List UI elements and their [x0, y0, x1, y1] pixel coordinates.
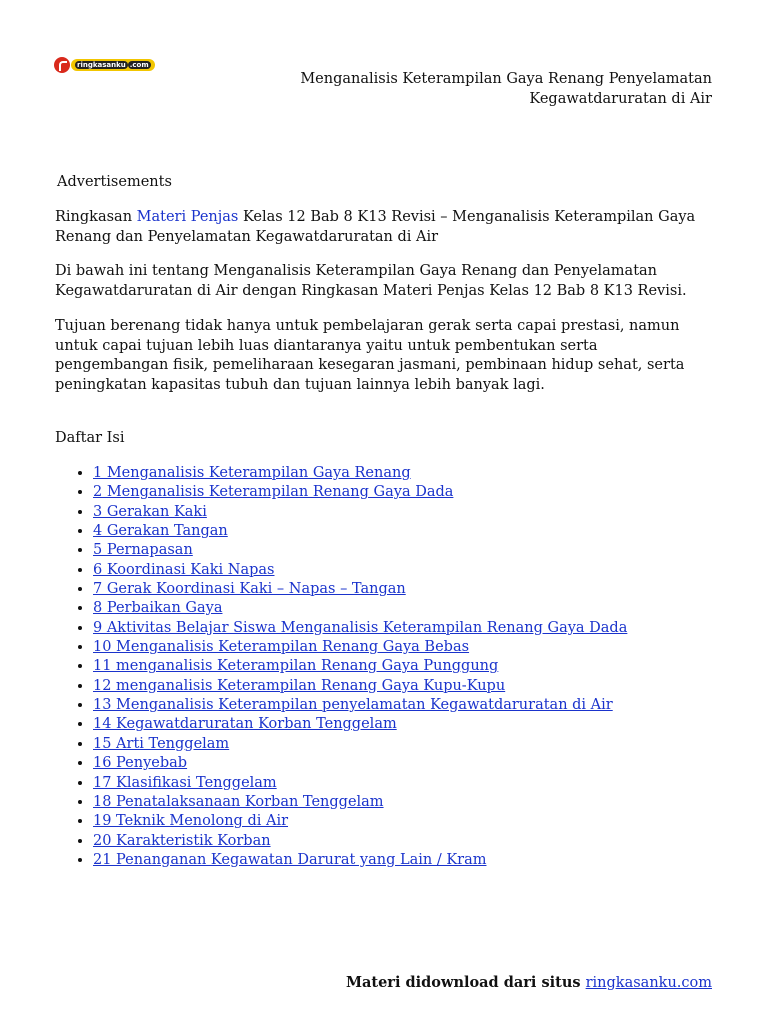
toc-link[interactable]: 11 menganalisis Keterampilan Renang Gaya Punggung [93, 658, 499, 675]
toc-item [93, 599, 627, 618]
document-title-line2: Kegawatdaruratan di Air [529, 91, 712, 107]
purpose-paragraph: Tujuan berenang tidak hanya untuk pembelajaran gerak serta capai prestasi, namun untuk capai tujuan lebih luas diantaranya yaitu untuk pembentukan serta pengembangan fisik, pemeliharaan kesegaran jasmani, pembinaan hidup sehat, serta peningkatan kapasitas tubuh dan tujuan lainnya lebih banyak lagi. [55, 318, 685, 393]
toc-link[interactable]: 20 Karakteristik Korban [93, 832, 271, 849]
toc-link[interactable]: 19 Teknik Menolong di Air [93, 813, 289, 830]
document-title [282, 69, 712, 109]
advertisements-label: Advertisements [57, 174, 172, 190]
toc-item [93, 696, 627, 715]
toc-item [93, 735, 627, 754]
toc-item [93, 774, 627, 793]
toc-link[interactable]: 6 Koordinasi Kaki Napas [93, 561, 275, 578]
toc-link[interactable]: 8 Perbaikan Gaya [93, 600, 223, 617]
toc-item [93, 580, 627, 599]
toc-heading: Daftar Isi [55, 430, 125, 446]
toc-item [93, 754, 627, 773]
toc-link[interactable]: 9 Aktivitas Belajar Siswa Menganalisis Keterampilan Renang Gaya Dada [93, 619, 628, 636]
intro-prefix: Ringkasan [55, 209, 137, 225]
footer-site-link[interactable]: ringkasanku.com [585, 975, 712, 991]
toc-link[interactable]: 16 Penyebab [93, 755, 188, 772]
toc-link[interactable]: 14 Kegawatdaruratan Korban Tenggelam [93, 716, 397, 733]
toc-link[interactable]: 4 Gerakan Tangan [93, 523, 228, 540]
logo-wordmark: ringkasanku .com [71, 59, 155, 71]
toc-link[interactable]: 2 Menganalisis Keterampilan Renang Gaya Dada [93, 484, 454, 501]
footer-label: Materi didownload dari situs [345, 974, 586, 991]
toc-item [93, 483, 627, 502]
toc-link[interactable]: 17 Klasifikasi Tenggelam [93, 774, 277, 791]
toc-link[interactable]: 1 Menganalisis Keterampilan Gaya Renang [93, 465, 411, 481]
table-of-contents [75, 464, 627, 870]
toc-link[interactable]: 7 Gerak Koordinasi Kaki – Napas – Tangan [93, 581, 406, 598]
toc-link[interactable]: 21 Penanganan Kegawatan Darurat yang Lain / Kram [93, 851, 487, 868]
toc-item [93, 561, 627, 580]
toc-item [93, 851, 627, 870]
toc-item [93, 832, 627, 851]
toc-item [93, 657, 627, 676]
logo-mark-icon [54, 57, 70, 73]
toc-link[interactable]: 12 menganalisis Keterampilan Renang Gaya Kupu-Kupu [93, 677, 506, 694]
toc-item [93, 619, 627, 638]
toc-item [93, 812, 627, 831]
toc-link[interactable]: 3 Gerakan Kaki [93, 503, 207, 520]
toc-link[interactable]: 13 Menganalisis Keterampilan penyelamatan Kegawatdaruratan di Air [93, 697, 613, 714]
toc-link[interactable]: 15 Arti Tenggelam [93, 735, 230, 752]
toc-item [93, 677, 627, 696]
toc-item [93, 522, 627, 541]
toc-link[interactable]: 18 Penatalaksanaan Korban Tenggelam [93, 793, 384, 810]
toc-item [93, 464, 627, 483]
toc-item [93, 503, 627, 522]
description-paragraph: Di bawah ini tentang Menganalisis Keterampilan Gaya Renang dan Penyelamatan Kegawatdaruratan di Air dengan Ringkasan Materi Penjas Kelas 12 Bab 8 K13 Revisi. [55, 263, 687, 299]
document-title-line1: Menganalisis Keterampilan Gaya Renang Penyelamatan [300, 71, 712, 87]
materi-penjas-link[interactable]: Materi Penjas [136, 209, 243, 225]
site-logo[interactable] [54, 57, 176, 73]
intro-paragraph [55, 208, 715, 247]
footer-source [346, 973, 712, 993]
toc-link[interactable]: 10 Menganalisis Keterampilan Renang Gaya Bebas [93, 639, 470, 656]
toc-item [93, 715, 627, 734]
toc-item [93, 793, 627, 812]
toc-link[interactable]: 5 Pernapasan [93, 542, 193, 559]
toc-item [93, 541, 627, 560]
toc-item [93, 638, 627, 657]
intro-suffix: Kelas 12 Bab 8 K13 Revisi – Menganalisis Keterampilan Gaya Renang dan Penyelamatan Kegawatdaruratan di Air [55, 209, 696, 245]
